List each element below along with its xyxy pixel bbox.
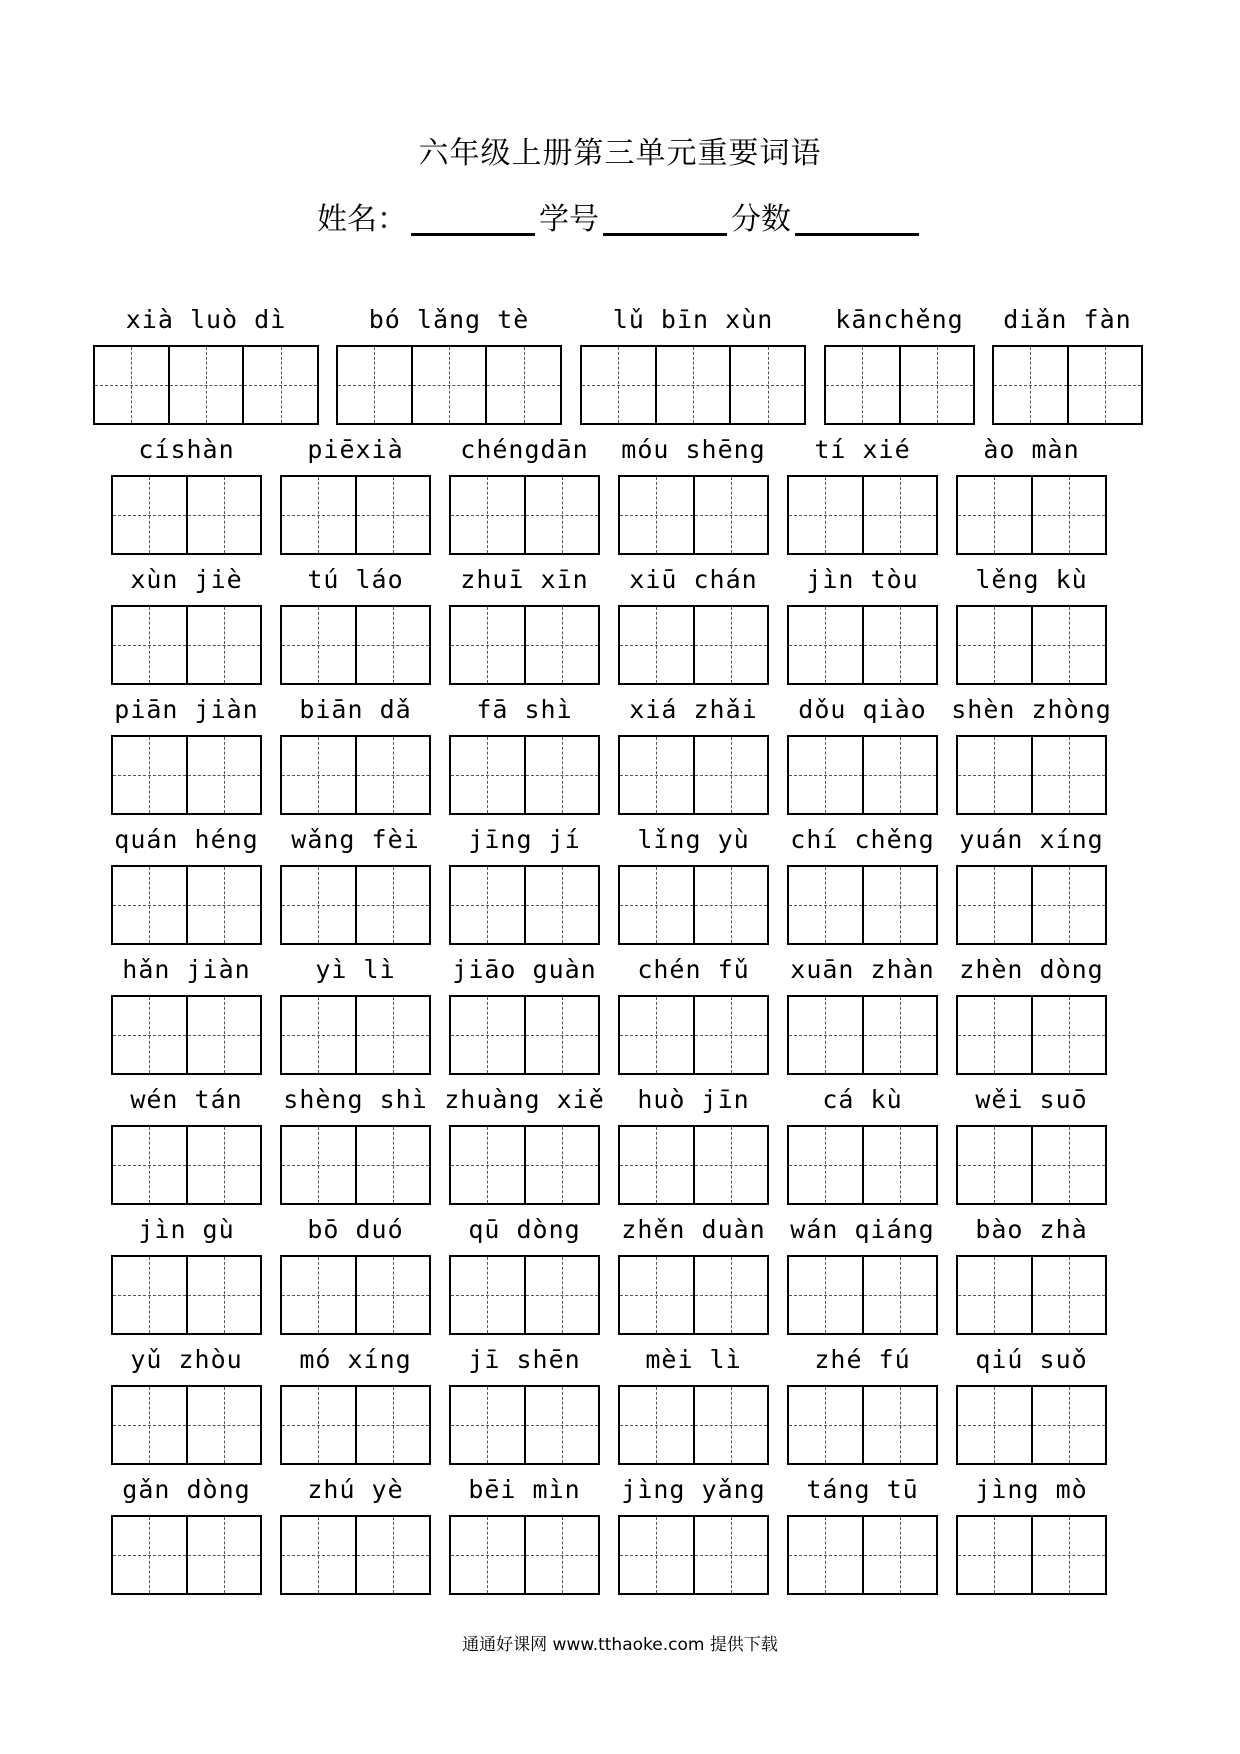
tianzige-cell[interactable] [789,1127,864,1203]
tianzige-cell[interactable] [338,347,413,423]
pinyin-label: xùn jiè [103,560,270,600]
tianzige-cell[interactable] [864,607,937,683]
character-writing-box[interactable] [449,605,600,685]
character-writing-box[interactable] [956,1125,1107,1205]
tianzige-cell[interactable] [695,737,768,813]
tianzige-cell[interactable] [620,867,695,943]
tianzige-cell[interactable] [1033,867,1106,943]
tianzige-cell[interactable] [864,1517,937,1593]
pinyin-label: zhú yè [272,1470,439,1510]
tianzige-cell[interactable] [958,477,1033,553]
tianzige-cell[interactable] [282,1257,357,1333]
character-writing-box[interactable] [111,995,262,1075]
tianzige-cell[interactable] [1033,997,1106,1073]
tianzige-cell[interactable] [357,477,430,553]
tianzige-cell[interactable] [958,1387,1033,1463]
character-writing-box[interactable] [280,605,431,685]
pinyin-label: zhuàng xiě [441,1080,608,1120]
character-writing-box[interactable] [111,1125,262,1205]
pinyin-label: qiú suǒ [948,1340,1115,1380]
tianzige-cell[interactable] [789,867,864,943]
tianzige-cell[interactable] [282,1387,357,1463]
tianzige-cell[interactable] [188,737,261,813]
character-writing-box[interactable] [111,865,262,945]
character-writing-box[interactable] [280,1385,431,1465]
tianzige-cell[interactable] [357,1517,430,1593]
tianzige-cell[interactable] [451,1127,526,1203]
tianzige-cell[interactable] [1033,477,1106,553]
tianzige-cell[interactable] [994,347,1069,423]
pinyin-label: zhěn duàn [610,1210,777,1250]
tianzige-cell[interactable] [451,1517,526,1593]
pinyin-label: chéngdān [441,430,608,470]
character-writing-box[interactable] [787,865,938,945]
character-writing-box[interactable] [956,865,1107,945]
character-writing-box[interactable] [580,345,806,425]
pinyin-label: piēxià [272,430,439,470]
tianzige-cell[interactable] [695,1387,768,1463]
tianzige-cell[interactable] [244,347,317,423]
character-writing-box[interactable] [449,1255,600,1335]
character-writing-box[interactable] [956,1255,1107,1335]
pinyin-label: yuán xíng [948,820,1115,860]
character-writing-box[interactable] [618,865,769,945]
tianzige-cell[interactable] [357,1257,430,1333]
character-writing-box[interactable] [449,1385,600,1465]
pinyin-label: diǎn fàn [984,300,1151,340]
tianzige-cell[interactable] [451,477,526,553]
tianzige-cell[interactable] [789,607,864,683]
footer-credit: 通通好课网 www.tthaoke.com 提供下载 [462,1635,778,1655]
character-writing-box[interactable] [956,1385,1107,1465]
character-writing-box[interactable] [956,475,1107,555]
tianzige-cell[interactable] [451,1257,526,1333]
pinyin-label: chí chěng [779,820,946,860]
character-writing-box[interactable] [618,605,769,685]
tianzige-cell[interactable] [864,1257,937,1333]
tianzige-cell[interactable] [695,997,768,1073]
pinyin-label: chén fǔ [610,950,777,990]
tianzige-cell[interactable] [357,737,430,813]
character-writing-box[interactable] [787,995,938,1075]
pinyin-label: lǔ bīn xùn [572,300,814,340]
tianzige-cell[interactable] [958,737,1033,813]
pinyin-label: císhàn [103,430,270,470]
tianzige-cell[interactable] [357,607,430,683]
pinyin-label: jīng jí [441,820,608,860]
character-writing-box[interactable] [280,1125,431,1205]
tianzige-cell[interactable] [864,1127,937,1203]
tianzige-cell[interactable] [170,347,245,423]
tianzige-cell[interactable] [113,1127,188,1203]
pinyin-label: zhèn dòng [948,950,1115,990]
tianzige-cell[interactable] [657,347,732,423]
tianzige-cell[interactable] [958,1127,1033,1203]
pinyin-label: lěng kù [948,560,1115,600]
tianzige-cell[interactable] [789,737,864,813]
tianzige-cell[interactable] [357,997,430,1073]
character-writing-box[interactable] [449,735,600,815]
character-writing-box[interactable] [787,1385,938,1465]
character-writing-box[interactable] [111,1385,262,1465]
tianzige-cell[interactable] [526,1387,599,1463]
pinyin-label: bō duó [272,1210,439,1250]
pinyin-label: zhuī xīn [441,560,608,600]
pinyin-label: biān dǎ [272,690,439,730]
pinyin-label: yǔ zhòu [103,1340,270,1380]
pinyin-label: wén tán [103,1080,270,1120]
tianzige-cell[interactable] [451,607,526,683]
tianzige-cell[interactable] [620,477,695,553]
character-writing-box[interactable] [618,475,769,555]
tianzige-cell[interactable] [188,477,261,553]
tianzige-cell[interactable] [695,477,768,553]
tianzige-cell[interactable] [1033,1127,1106,1203]
character-writing-box[interactable] [111,475,262,555]
pinyin-label: jī shēn [441,1340,608,1380]
character-writing-box[interactable] [280,475,431,555]
character-writing-box[interactable] [787,1255,938,1335]
character-writing-box[interactable] [111,735,262,815]
worksheet-title: 六年级上册第三单元重要词语 [418,136,822,171]
pinyin-label: bó lǎng tè [328,300,570,340]
tianzige-cell[interactable] [282,867,357,943]
pinyin-label: xiá zhǎi [610,690,777,730]
pinyin-label: cá kù [779,1080,946,1120]
pinyin-label: móu shēng [610,430,777,470]
character-writing-box[interactable] [280,995,431,1075]
tianzige-cell[interactable] [526,997,599,1073]
pinyin-label: xià luò dì [85,300,327,340]
tianzige-cell[interactable] [188,867,261,943]
character-writing-box[interactable] [336,345,562,425]
tianzige-cell[interactable] [901,347,974,423]
tianzige-cell[interactable] [526,737,599,813]
tianzige-cell[interactable] [282,997,357,1073]
tianzige-cell[interactable] [188,1127,261,1203]
tianzige-cell[interactable] [582,347,657,423]
character-writing-box[interactable] [787,735,938,815]
pinyin-label: bēi mìn [441,1470,608,1510]
character-writing-box[interactable] [449,865,600,945]
pinyin-label: qū dòng [441,1210,608,1250]
pinyin-label: dǒu qiào [779,690,946,730]
tianzige-cell[interactable] [826,347,901,423]
pinyin-label: wěi suō [948,1080,1115,1120]
pinyin-label: piān jiàn [103,690,270,730]
tianzige-cell[interactable] [526,867,599,943]
character-writing-box[interactable] [956,605,1107,685]
tianzige-cell[interactable] [958,867,1033,943]
tianzige-cell[interactable] [357,1127,430,1203]
pinyin-label: huò jīn [610,1080,777,1120]
character-writing-box[interactable] [618,1255,769,1335]
tianzige-cell[interactable] [1033,1387,1106,1463]
tianzige-cell[interactable] [526,1257,599,1333]
character-writing-box[interactable] [280,735,431,815]
tianzige-cell[interactable] [113,477,188,553]
pinyin-label: quán héng [103,820,270,860]
character-writing-box[interactable] [787,1515,938,1595]
pinyin-label: jìn tòu [779,560,946,600]
character-writing-box[interactable] [111,1515,262,1595]
pinyin-label: jìn gù [103,1210,270,1250]
pinyin-label: gǎn dòng [103,1470,270,1510]
tianzige-cell[interactable] [95,347,170,423]
pinyin-label: bào zhà [948,1210,1115,1250]
pinyin-label: mó xíng [272,1340,439,1380]
character-writing-box[interactable] [449,1125,600,1205]
tianzige-cell[interactable] [113,1257,188,1333]
pinyin-label: kānchěng [816,300,983,340]
tianzige-cell[interactable] [113,607,188,683]
student-id-label: 学号 [539,202,599,237]
tianzige-cell[interactable] [958,607,1033,683]
tianzige-cell[interactable] [282,477,357,553]
pinyin-label: hǎn jiàn [103,950,270,990]
tianzige-cell[interactable] [188,1257,261,1333]
pinyin-label: jìng yǎng [610,1470,777,1510]
pinyin-label: mèi lì [610,1340,777,1380]
tianzige-cell[interactable] [1033,1257,1106,1333]
tianzige-cell[interactable] [188,1517,261,1593]
tianzige-cell[interactable] [282,1517,357,1593]
tianzige-cell[interactable] [113,867,188,943]
tianzige-cell[interactable] [620,997,695,1073]
character-writing-box[interactable] [280,865,431,945]
tianzige-cell[interactable] [113,1387,188,1463]
tianzige-cell[interactable] [188,607,261,683]
character-writing-box[interactable] [111,1255,262,1335]
tianzige-cell[interactable] [451,737,526,813]
character-writing-box[interactable] [618,735,769,815]
character-writing-box[interactable] [280,1255,431,1335]
pinyin-label: zhé fú [779,1340,946,1380]
tianzige-cell[interactable] [451,867,526,943]
tianzige-cell[interactable] [526,477,599,553]
tianzige-cell[interactable] [1033,607,1106,683]
pinyin-label: jìng mò [948,1470,1115,1510]
character-writing-box[interactable] [787,1125,938,1205]
pinyin-label: ào màn [948,430,1115,470]
tianzige-cell[interactable] [620,737,695,813]
tianzige-cell[interactable] [620,1387,695,1463]
tianzige-cell[interactable] [789,1257,864,1333]
tianzige-cell[interactable] [487,347,560,423]
tianzige-cell[interactable] [1069,347,1142,423]
tianzige-cell[interactable] [958,1257,1033,1333]
pinyin-label: tú láo [272,560,439,600]
tianzige-cell[interactable] [864,737,937,813]
tianzige-cell[interactable] [789,477,864,553]
character-writing-box[interactable] [111,605,262,685]
tianzige-cell[interactable] [526,607,599,683]
character-writing-box[interactable] [956,1515,1107,1595]
pinyin-label: shèng shì [272,1080,439,1120]
tianzige-cell[interactable] [789,997,864,1073]
tianzige-cell[interactable] [113,1517,188,1593]
character-writing-box[interactable] [618,1385,769,1465]
tianzige-cell[interactable] [526,1517,599,1593]
tianzige-cell[interactable] [282,737,357,813]
tianzige-cell[interactable] [864,997,937,1073]
tianzige-cell[interactable] [113,997,188,1073]
tianzige-cell[interactable] [1033,1517,1106,1593]
character-writing-box[interactable] [956,735,1107,815]
character-writing-box[interactable] [618,1515,769,1595]
character-writing-box[interactable] [956,995,1107,1075]
tianzige-cell[interactable] [113,737,188,813]
tianzige-cell[interactable] [357,1387,430,1463]
character-writing-box[interactable] [787,605,938,685]
tianzige-cell[interactable] [864,867,937,943]
tianzige-cell[interactable] [413,347,488,423]
character-writing-box[interactable] [93,345,319,425]
tianzige-cell[interactable] [864,1387,937,1463]
tianzige-cell[interactable] [695,1127,768,1203]
tianzige-cell[interactable] [695,1257,768,1333]
name-label: 姓名： [317,202,407,237]
pinyin-label: xuān zhàn [779,950,946,990]
pinyin-label: yì lì [272,950,439,990]
character-writing-box[interactable] [280,1515,431,1595]
pinyin-label: wán qiáng [779,1210,946,1250]
pinyin-label: táng tū [779,1470,946,1510]
pinyin-label: jiāo guàn [441,950,608,990]
character-writing-box[interactable] [618,995,769,1075]
tianzige-cell[interactable] [695,1517,768,1593]
tianzige-cell[interactable] [526,1127,599,1203]
tianzige-cell[interactable] [451,997,526,1073]
character-writing-box[interactable] [824,345,975,425]
character-writing-box[interactable] [449,475,600,555]
tianzige-cell[interactable] [188,997,261,1073]
pinyin-label: fā shì [441,690,608,730]
character-writing-box[interactable] [449,1515,600,1595]
tianzige-cell[interactable] [958,997,1033,1073]
tianzige-cell[interactable] [864,477,937,553]
pinyin-label: xiū chán [610,560,777,600]
pinyin-label: wǎng fèi [272,820,439,860]
tianzige-cell[interactable] [1033,737,1106,813]
tianzige-cell[interactable] [620,1517,695,1593]
tianzige-cell[interactable] [620,607,695,683]
tianzige-cell[interactable] [789,1517,864,1593]
tianzige-cell[interactable] [357,867,430,943]
pinyin-label: lǐng yù [610,820,777,860]
character-writing-box[interactable] [787,475,938,555]
character-writing-box[interactable] [992,345,1143,425]
tianzige-cell[interactable] [695,867,768,943]
tianzige-cell[interactable] [282,1127,357,1203]
tianzige-cell[interactable] [620,1257,695,1333]
pinyin-label: shèn zhòng [948,690,1115,730]
tianzige-cell[interactable] [451,1387,526,1463]
tianzige-cell[interactable] [731,347,804,423]
tianzige-cell[interactable] [958,1517,1033,1593]
pinyin-label: tí xié [779,430,946,470]
tianzige-cell[interactable] [282,607,357,683]
character-writing-box[interactable] [449,995,600,1075]
tianzige-cell[interactable] [695,607,768,683]
tianzige-cell[interactable] [188,1387,261,1463]
character-writing-box[interactable] [618,1125,769,1205]
tianzige-cell[interactable] [620,1127,695,1203]
score-label: 分数 [731,202,791,237]
tianzige-cell[interactable] [789,1387,864,1463]
